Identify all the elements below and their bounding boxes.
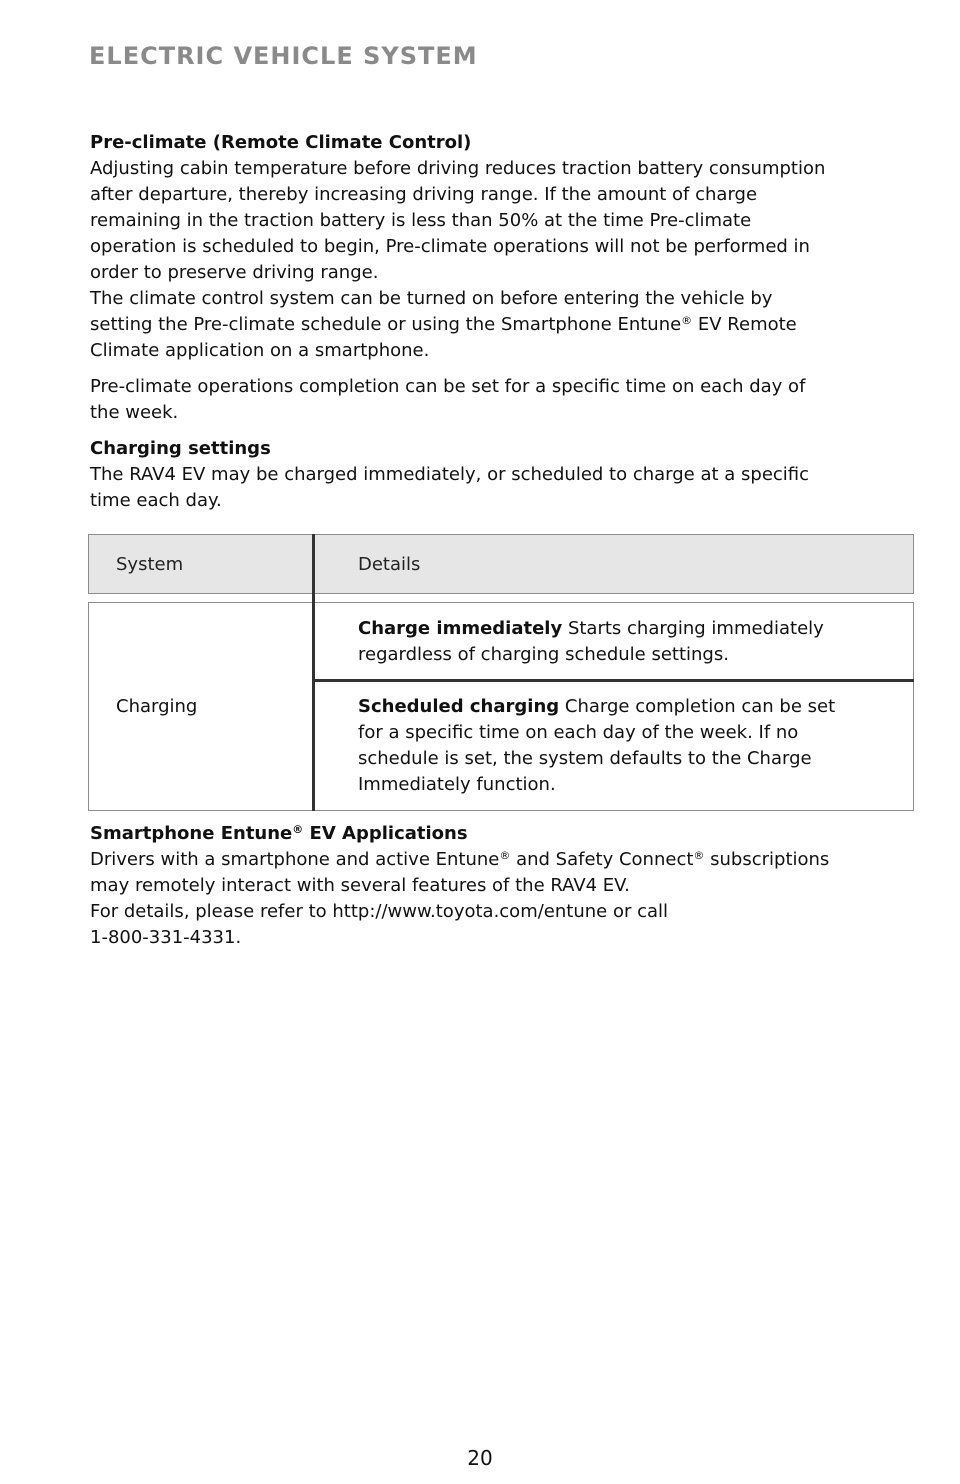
column-header-system: System (116, 554, 184, 575)
preclimate-line: after departure, thereby increasing driving range. If the amount of charge (90, 184, 758, 205)
detail-term: Charge immediately (358, 618, 563, 639)
detail-text: Starts charging immediately (562, 618, 824, 639)
apps-line (90, 847, 920, 873)
apps-line: 1-800-331-4331. (90, 927, 242, 948)
preclimate-line: order to preserve driving range. (90, 262, 379, 283)
preclimate-p2-line: the week. (90, 402, 179, 423)
preclimate-line (90, 312, 920, 338)
detail-line (358, 616, 878, 642)
apps-line: For details, please refer to http://www.toyota.com/entune or call (90, 901, 669, 922)
preclimate-line-text: setting the Pre-climate schedule or using the Smartphone Entune (90, 314, 682, 335)
charging-settings-line: time each day. (90, 490, 222, 511)
preclimate-line: Adjusting cabin temperature before driving reduces traction battery consumption (90, 158, 826, 179)
system-cell-charging: Charging (116, 696, 198, 717)
preclimate-line: remaining in the traction battery is less than 50% at the time Pre-climate (90, 210, 752, 231)
charging-settings-title: Charging settings (90, 438, 271, 459)
detail-line: schedule is set, the system defaults to the Charge (358, 748, 812, 769)
preclimate-line: The climate control system can be turned on before entering the vehicle by (90, 288, 773, 309)
apps-line-text: and Safety Connect (510, 849, 694, 870)
detail-line: Immediately function. (358, 774, 556, 795)
charging-settings-line: The RAV4 EV may be charged immediately, or scheduled to charge at a specific (90, 464, 810, 485)
registered-mark: ® (681, 314, 693, 327)
apps-line: may remotely interact with several features of the RAV4 EV. (90, 875, 630, 896)
apps-title-text: Smartphone Entune (90, 823, 293, 844)
registered-mark: ® (693, 849, 705, 862)
detail-scheduled-charging (358, 694, 878, 798)
column-header-details: Details (358, 554, 421, 575)
apps-title-text: EV Applications (303, 823, 468, 844)
preclimate-title: Pre-climate (Remote Climate Control) (90, 132, 472, 153)
preclimate-line: operation is scheduled to begin, Pre-climate operations will not be performed in (90, 236, 810, 257)
apps-line-text: Drivers with a smartphone and active Entune (90, 849, 500, 870)
preclimate-p2-line: Pre-climate operations completion can be set for a specific time on each day of (90, 376, 806, 397)
preclimate-line-text: EV Remote (692, 314, 797, 335)
apps-title (90, 821, 920, 847)
detail-line: regardless of charging schedule settings. (358, 644, 729, 665)
table-header-row (88, 534, 914, 594)
detail-line (358, 694, 878, 720)
main-content (90, 130, 920, 514)
detail-line: for a specific time on each day of the week. If no (358, 722, 799, 743)
detail-text: Charge completion can be set (559, 696, 836, 717)
detail-charge-immediately (358, 616, 878, 668)
registered-mark: ® (292, 823, 304, 836)
column-divider (312, 534, 315, 811)
preclimate-line: Climate application on a smartphone. (90, 340, 430, 361)
registered-mark: ® (499, 849, 511, 862)
detail-term: Scheduled charging (358, 696, 560, 717)
section-header: ELECTRIC VEHICLE SYSTEM (89, 42, 478, 70)
row-divider (314, 679, 914, 682)
page-number: 20 (467, 1446, 493, 1470)
apps-line-text: subscriptions (704, 849, 830, 870)
apps-section (90, 821, 920, 951)
